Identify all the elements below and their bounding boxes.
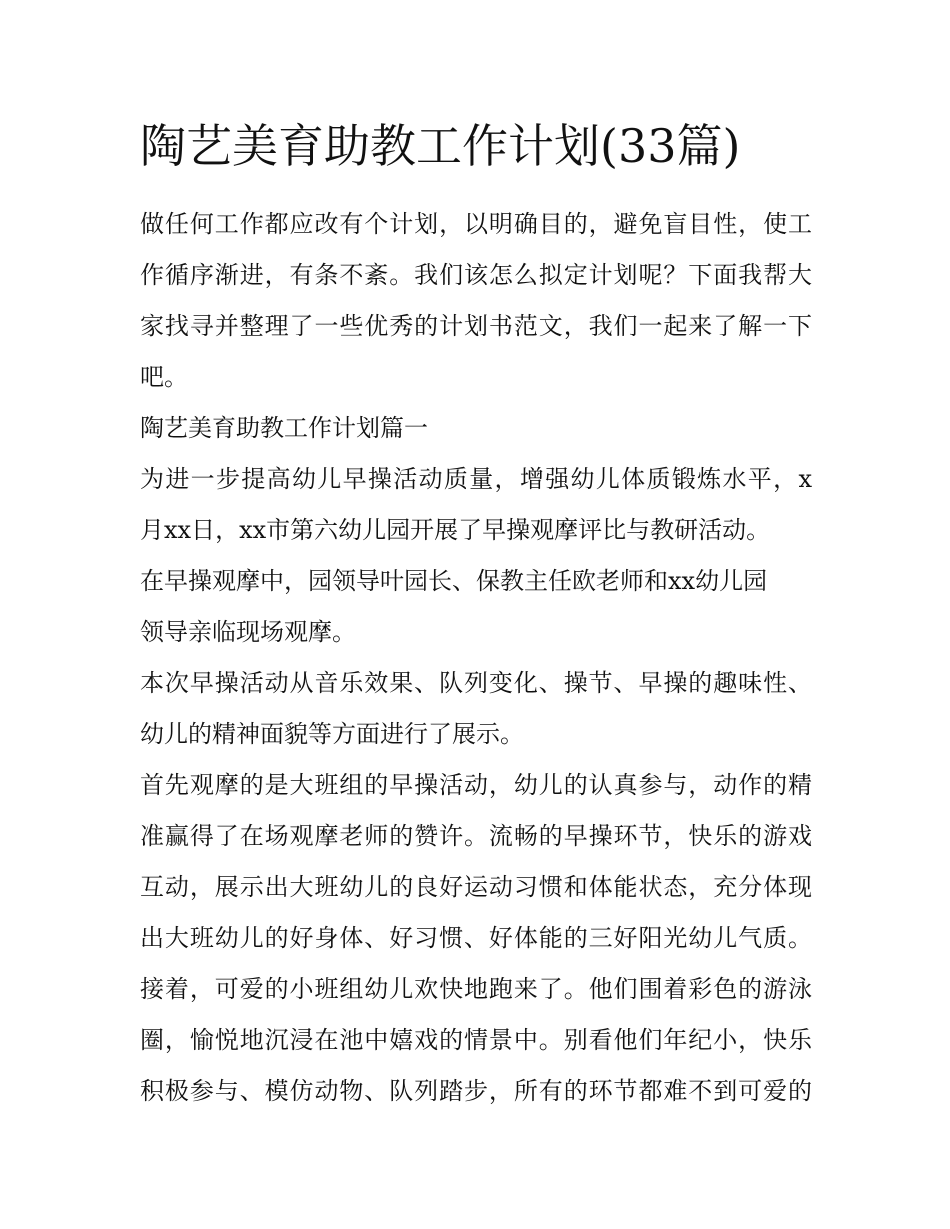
paragraph-3: [140, 760, 812, 1117]
paragraph-intro: [140, 199, 812, 403]
text-line: 为进一步提高幼儿早操活动质量，增强幼儿体质锻炼水平，x: [140, 465, 812, 493]
document-title: 陶艺美育助教工作计划(33篇): [140, 119, 741, 173]
text-line: 幼儿的精神面貌等方面进行了展示。: [140, 720, 524, 748]
text-line: 家找寻并整理了一些优秀的计划书范文，我们一起来了解一下: [140, 312, 812, 340]
text-line: 作循序渐进，有条不紊。我们该怎么拟定计划呢？下面我帮大: [140, 261, 812, 289]
text-line: 互动，展示出大班幼儿的良好运动习惯和体能状态，充分体现: [140, 873, 812, 901]
text-line: 出大班幼儿的好身体、好习惯、好体能的三好阳光幼儿气质。: [140, 924, 812, 952]
text-line: 吧。: [140, 363, 188, 391]
section-heading: [140, 403, 812, 454]
text-line: 接着，可爱的小班组幼儿欢快地跑来了。他们围着彩色的游泳: [140, 975, 812, 1003]
text-line: 准赢得了在场观摩老师的赞许。流畅的早操环节，快乐的游戏: [140, 822, 812, 850]
section-heading-text: 陶艺美育助教工作计划篇一: [140, 414, 428, 442]
text-line: 月xx日，xx市第六幼儿园开展了早操观摩评比与教研活动。: [140, 516, 771, 544]
text-line: 首先观摩的是大班组的早操活动，幼儿的认真参与，动作的精: [140, 771, 812, 799]
text-line: 圈，愉悦地沉浸在池中嬉戏的情景中。别看他们年纪小，快乐: [140, 1026, 812, 1054]
text-line: 本次早操活动从音乐效果、队列变化、操节、早操的趣味性、: [140, 669, 812, 697]
document-body: [140, 199, 812, 1117]
text-line: 在早操观摩中，园领导叶园长、保教主任欧老师和xx幼儿园: [140, 567, 768, 595]
text-line: 领导亲临现场观摩。: [140, 618, 356, 646]
text-line: 积极参与、模仿动物、队列踏步，所有的环节都难不到可爱的: [140, 1077, 812, 1105]
paragraph-1: [140, 454, 812, 658]
text-line: 做任何工作都应改有个计划，以明确目的，避免盲目性，使工: [140, 210, 812, 238]
paragraph-2: [140, 658, 812, 760]
